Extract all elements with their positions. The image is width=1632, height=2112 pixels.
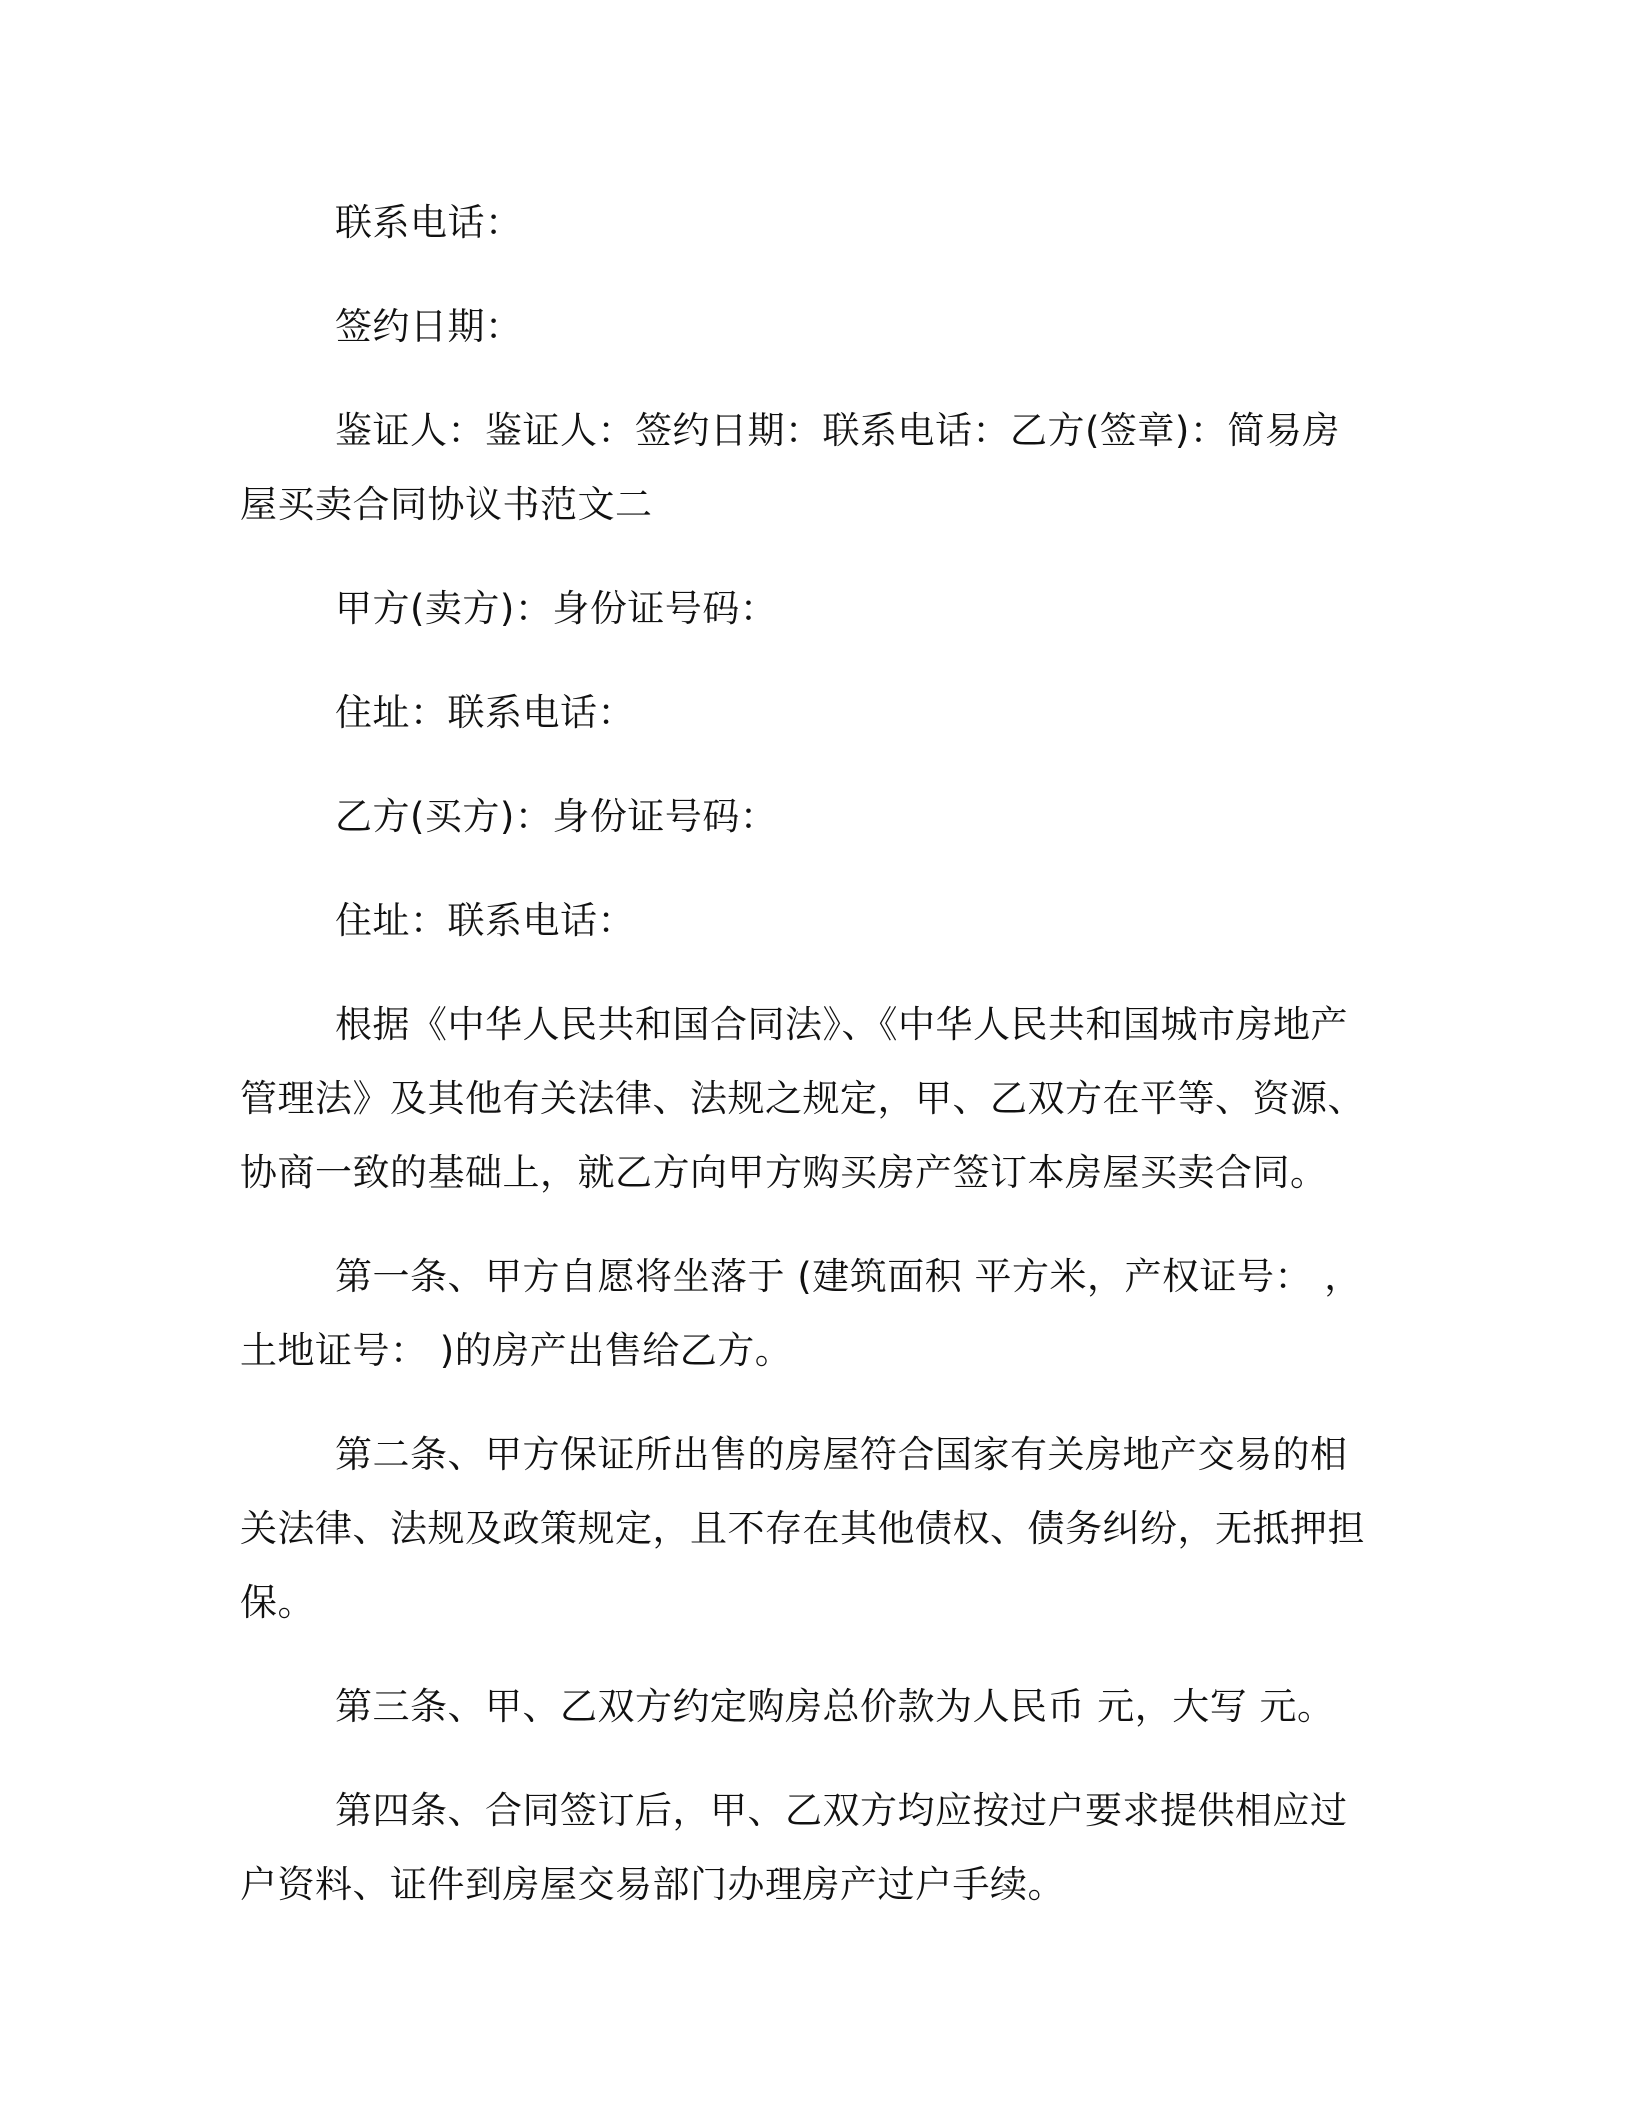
preamble-paragraph: 根据《中华人民共和国合同法》、《中华人民共和国城市房地产管理法》及其他有关法律、法规之规定，甲、乙双方在平等、资源、协商一致的基础上，就乙方向甲方购买房产签订本房屋买卖合同。 (240, 1003, 1365, 1194)
sign-date-line: 签约日期： (335, 305, 523, 348)
contact-phone-line: 联系电话： (335, 201, 523, 244)
party-a-line: 甲方(卖方)：身份证号码： (335, 587, 778, 630)
article-1-paragraph: 第一条、甲方自愿将坐落于 (建筑面积 平方米，产权证号： ，土地证号： )的房产出售给乙方。 (240, 1255, 1362, 1372)
party-b-line: 乙方(买方)：身份证号码： (335, 795, 778, 838)
party-b-address-line: 住址：联系电话： (335, 899, 635, 942)
party-a-address-line: 住址：联系电话： (335, 691, 635, 734)
document-body (240, 186, 1376, 1922)
article-2-paragraph: 第二条、甲方保证所出售的房屋符合国家有关房地产交易的相关法律、法规及政策规定，且不存在其他债权、债务纠纷，无抵押担保。 (240, 1433, 1365, 1624)
witness-line: 鉴证人：鉴证人：签约日期：联系电话：乙方(签章)：简易房屋买卖合同协议书范文二 (240, 409, 1340, 526)
article-3-paragraph: 第三条、甲、乙双方约定购房总价款为人民币 元，大写 元。 (335, 1685, 1335, 1728)
article-4-paragraph: 第四条、合同签订后，甲、乙双方均应按过户要求提供相应过户资料、证件到房屋交易部门办理房产过户手续。 (240, 1789, 1348, 1906)
